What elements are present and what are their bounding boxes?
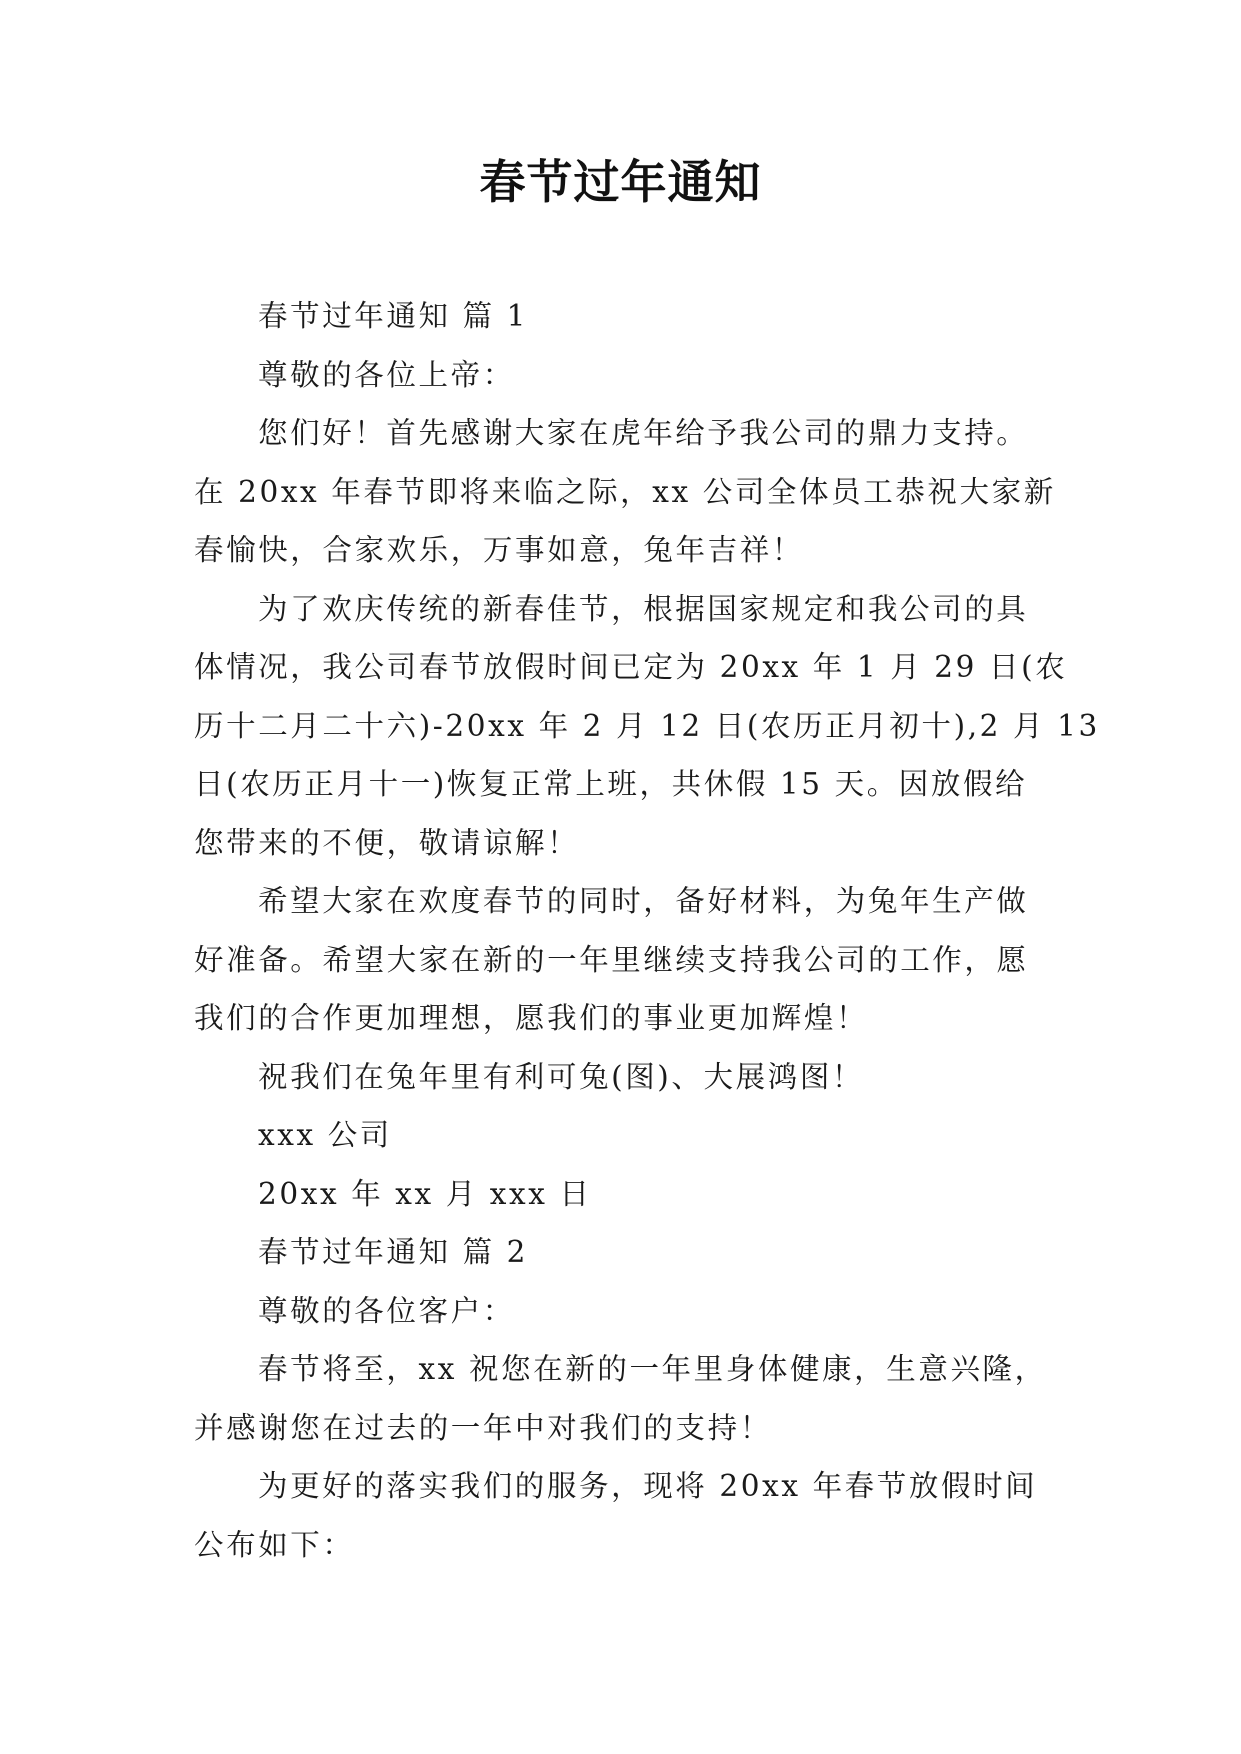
closing-blessing: 祝我们在兔年里有利可兔(图)、大展鸿图！ [258, 1059, 865, 1094]
paragraph-line: 我们的合作更加理想，愿我们的事业更加辉煌！ [194, 1001, 869, 1035]
paragraph-line: 好准备。希望大家在新的一年里继续支持我公司的工作，愿 [194, 942, 1029, 977]
paragraph-greeting [194, 404, 1070, 580]
paragraph-line: 历十二月二十六)-20xx 年 2 月 12 日(农历正月初十),2 月 13 [194, 708, 1100, 743]
paragraph-line: 您们好！首先感谢大家在虎年给予我公司的鼎力支持。 [258, 416, 1029, 450]
paragraph-line: 在 20xx 年春节即将来临之际，xx 公司全体员工恭祝大家新 [194, 474, 1056, 509]
paragraph-line: 春节将至，xx 祝您在新的一年里身体健康，生意兴隆， [258, 1352, 1047, 1386]
paragraph-customer-greeting [194, 1340, 1070, 1457]
section-heading-1: 春节过年通知 篇 1 [258, 299, 529, 333]
paragraph-line: 为更好的落实我们的服务，现将 20xx 年春节放假时间 [258, 1469, 1038, 1503]
salutation-1: 尊敬的各位上帝： [258, 357, 515, 392]
document-title: 春节过年通知 [479, 155, 762, 209]
paragraph-line: 体情况，我公司春节放假时间已定为 20xx 年 1 月 29 日(农 [194, 650, 1068, 684]
paragraph-service-notice [194, 1457, 1070, 1574]
paragraph-line: 日(农历正月十一)恢复正常上班，共休假 15 天。因放假给 [194, 767, 1028, 801]
paragraph-line: 公布如下： [194, 1527, 355, 1562]
signature-company: xxx 公司 [258, 1118, 392, 1152]
paragraph-line: 希望大家在欢度春节的同时，备好材料，为兔年生产做 [258, 884, 1029, 918]
paragraph-wishes [194, 872, 1070, 1048]
document-body [194, 287, 1100, 1574]
paragraph-holiday-schedule [194, 580, 1100, 873]
paragraph-line: 春愉快，合家欢乐，万事如意，兔年吉祥！ [194, 533, 804, 567]
salutation-2: 尊敬的各位客户： [258, 1293, 515, 1328]
paragraph-line: 为了欢庆传统的新春佳节，根据国家规定和我公司的具 [258, 591, 1029, 626]
signature-date: 20xx 年 xx 月 xxx 日 [258, 1176, 592, 1211]
paragraph-line: 您带来的不便，敬请谅解！ [194, 825, 580, 860]
paragraph-line: 并感谢您在过去的一年中对我们的支持！ [194, 1410, 772, 1445]
section-heading-2: 春节过年通知 篇 2 [258, 1235, 529, 1269]
